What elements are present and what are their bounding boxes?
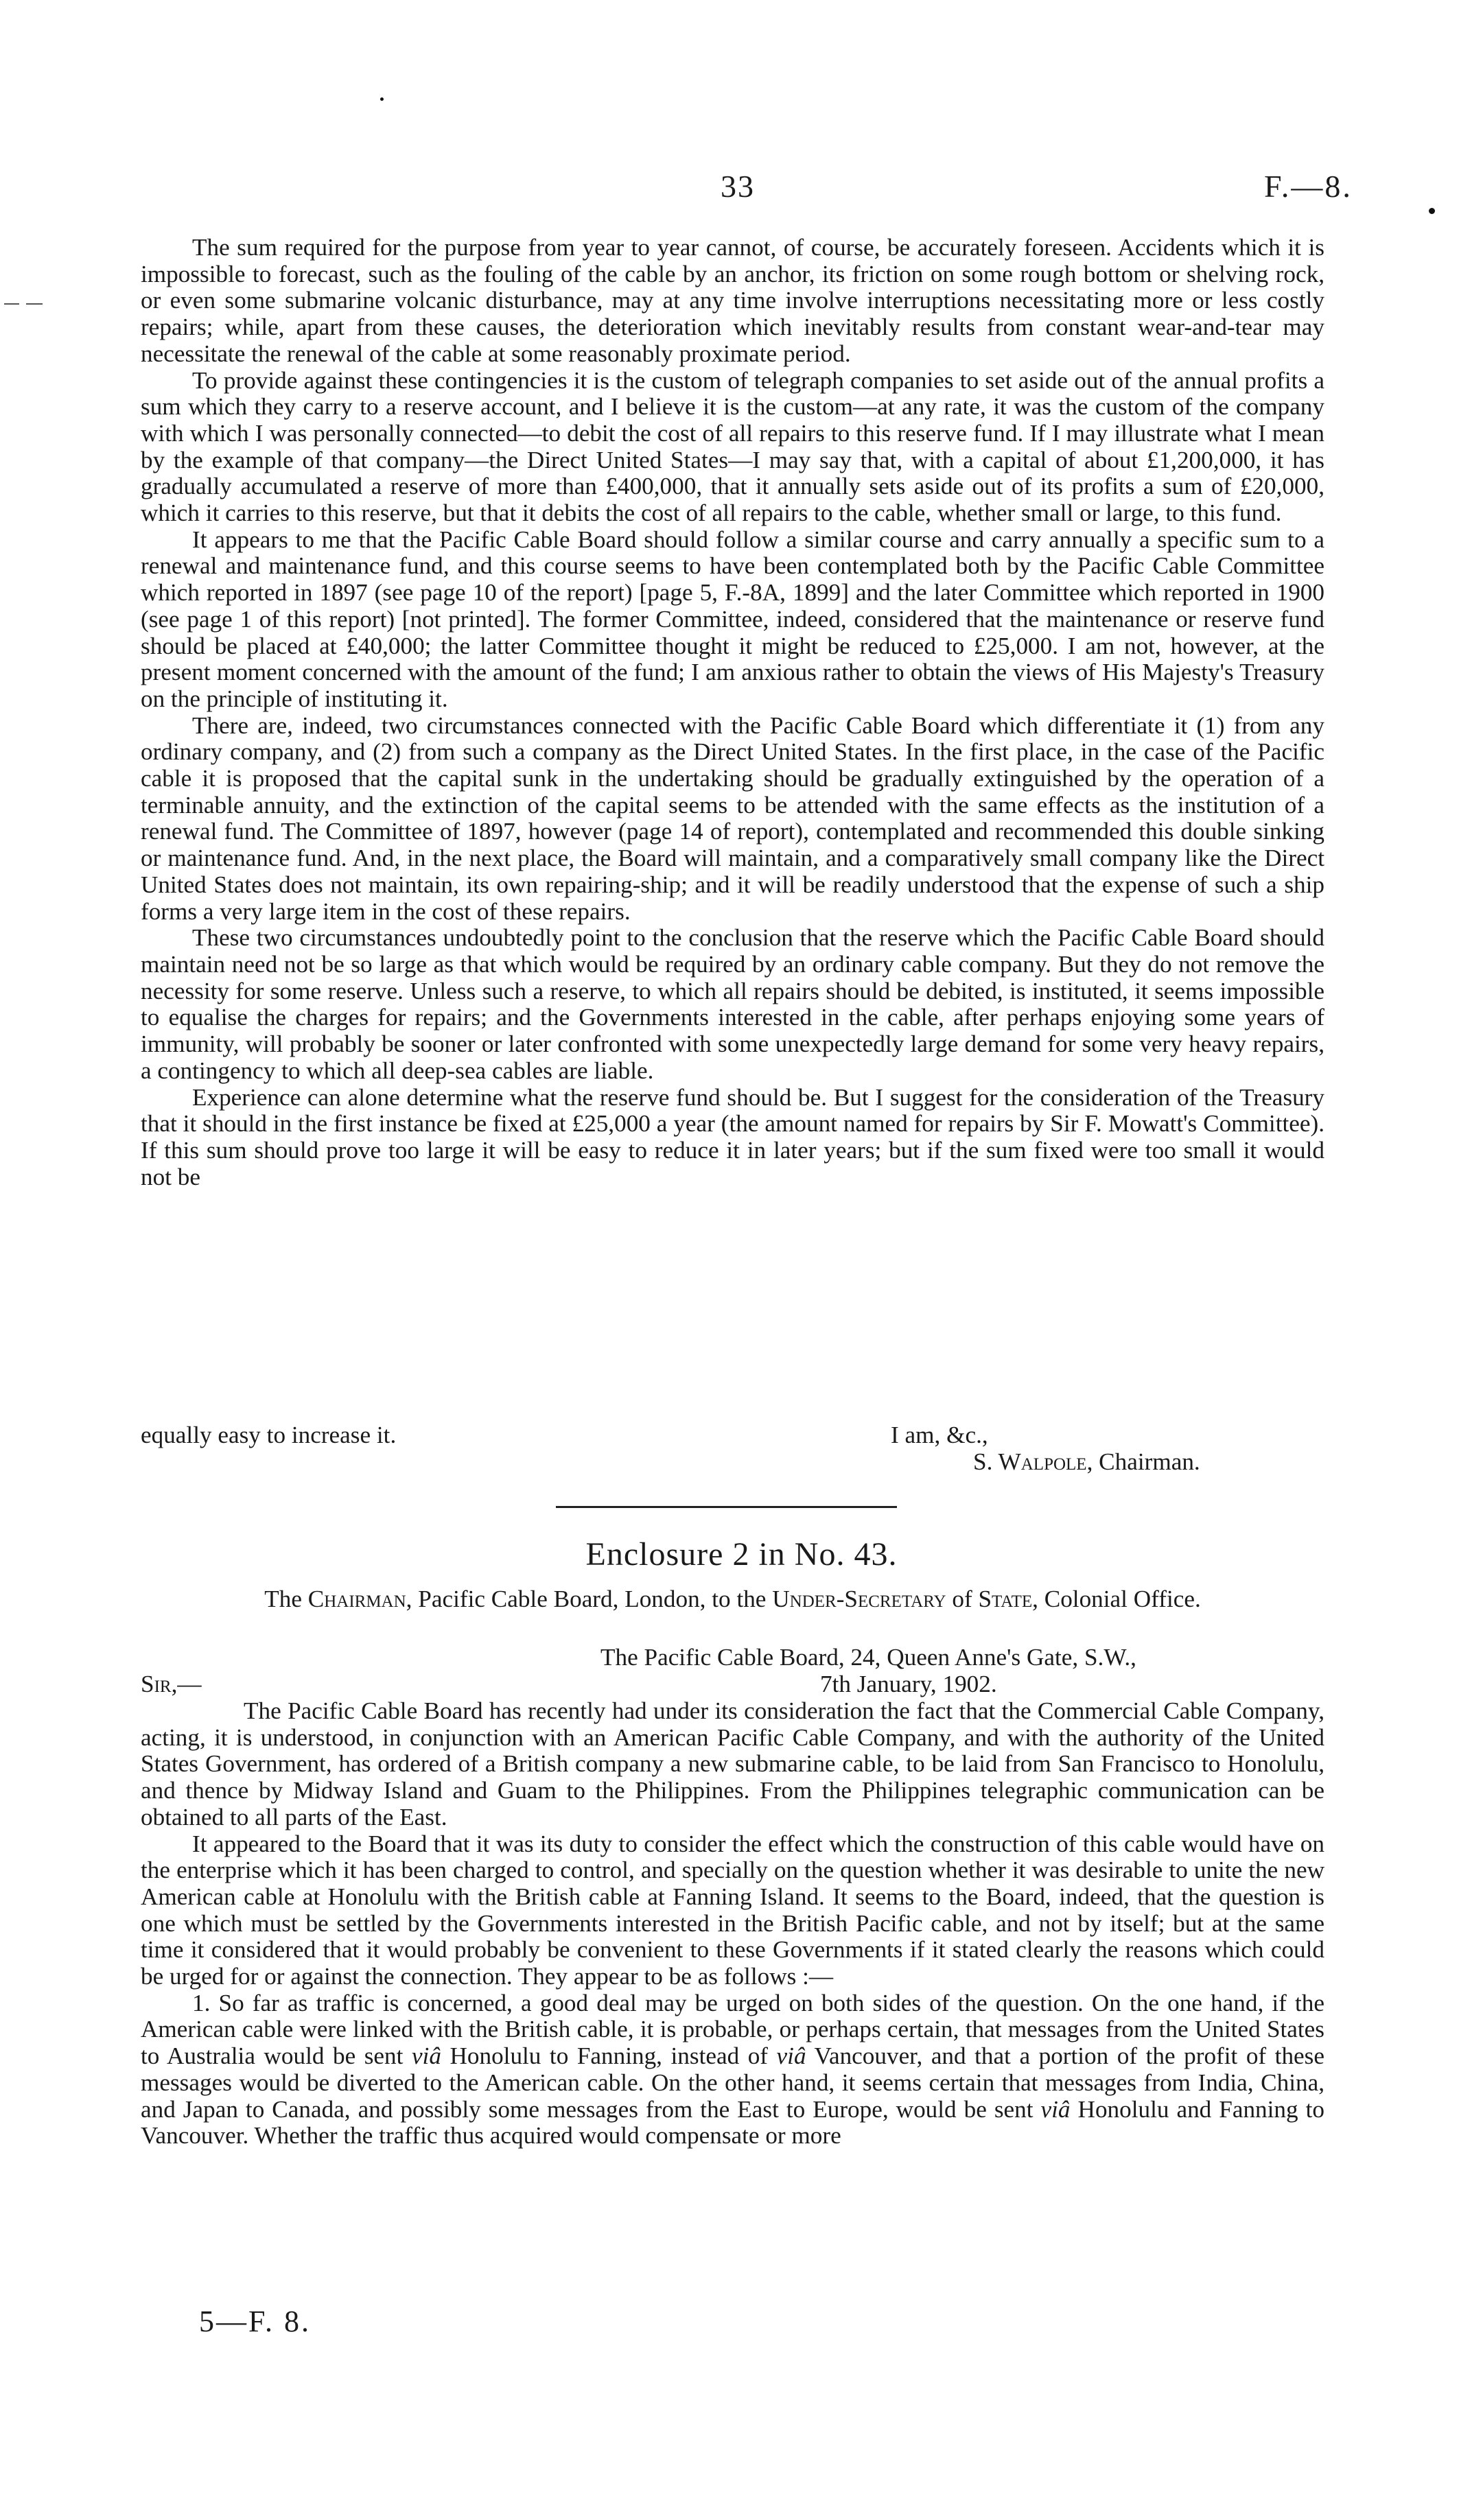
enclosure-heading: Enclosure 2 in No. 43. [585,1536,898,1573]
text-run: Honolulu to Fanning, instead of [441,2042,777,2070]
letter-date: 7th January, 1902. [820,1671,997,1697]
signatory-title: , Chairman. [1086,1448,1200,1475]
printer-signature-mark: 5—F. 8. [199,2305,311,2338]
title-recipient: Under-Secretary [772,1586,946,1612]
paragraph: Experience can alone determine what the reserve fund should be. But I suggest for the consideration of the Treasury that it should in the first instance be fixed at £25,000 a year (the amount named for repairs by Sir F. Mowatt's Committee). If this sum should prove too large it will be easy to reduce it in later years; but if the sum fixed were too small it would not be [141,1083,1324,1190]
closing-text: equally easy to increase it. [141,1422,397,1448]
paragraph: There are, indeed, two circumstances connected with the Pacific Cable Board which differentiate it (1) from any ordinary company, and (2) from such a company as the Direct United States. In the first place, in the case of the Pacific cable it is proposed that the capital sunk in the undertaking should be gradually extinguished by the operation of a terminable annuity, and the extinction of the capital seems to be attended with the same effects as the institution of a renewal fund. The Committee of 1897, however (page 14 of report), contemplated and recommended this double sinking or maintenance fund. And, in the next place, the Board will maintain, and a comparatively small company like the Direct United States does not maintain, its own repairing-ship; and it will be readily understood that the expense of such a ship forms a very large item in the cost of these repairs. [141,711,1324,925]
letter-address-block [141,1645,1324,1699]
main-letter-body [141,235,1324,1190]
page-number: 33 [721,169,755,204]
paragraph: To provide against these contingencies it is the custom of telegraph companies to set aside out of the annual profits a sum which they carry to a reserve account, and I believe it is the custom—at any rate, it was the custom of the company with which I was personally connected—to debit the cost of all repairs to this reserve fund. If I may illustrate what I mean by the example of that company—the Direct United States—I may say that, with a capital of about £1,200,000, it has gradually accumulated a reserve of more than £400,000, that it annually sets aside out of its profits a sum of £20,000, which it carries to this reserve, but that it debits the cost of all repairs to the cable, whether small or large, to this fund. [141,366,1324,527]
title-suffix: , Colonial Office. [1032,1586,1201,1612]
letter-signoff [141,1422,1324,1484]
italic-term: viâ [1040,2095,1071,2123]
document-reference: F.—8. [1264,169,1353,204]
ink-speck [380,97,384,101]
page-header [0,168,1483,216]
numbered-paragraph [141,1990,1324,2150]
italic-term: viâ [411,2042,441,2070]
text-run: Honolulu and Fanning to Vancouver. Whether the traffic thus acquired would compensate or more [141,2095,1324,2150]
salutation: Sir,— [141,1671,202,1697]
italic-term: viâ [776,2042,806,2070]
paragraph: These two circumstances undoubtedly point to the conclusion that the reserve which the Pacific Cable Board should maintain need not be so large as that which would be required by an ordinary cable company. But they do not remove the necessity for some reserve. Unless such a reserve, to which all repairs should be debited, is instituted, it seems impossible to equalise the charges for repairs; and the Governments interested in the cable, after perhaps enjoying some years of immunity, will probably be sooner or later confronted with some unexpectedly large demand for some very heavy repairs, a contingency to which all deep-sea cables are liable. [141,924,1324,1084]
section-divider [556,1506,897,1508]
paragraph: The sum required for the purpose from year to year cannot, of course, be accurately foreseen. Accidents which it is impossible to forecast, such as the fouling of the cable by an anchor, its friction on some rough bottom or shelving rock, or even some submarine volcanic disturbance, may at any time involve interruptions necessitating more or less costly repairs; while, apart from these causes, the deterioration which inevitably results from constant wear-and-tear may necessitate the renewal of the cable at some reasonably proximate period. [141,234,1324,367]
sender-address: The Pacific Cable Board, 24, Queen Anne's Gate, S.W., [600,1644,1136,1671]
letter-title [141,1586,1324,1613]
valediction: I am, &c., [891,1422,988,1448]
paragraph: It appeared to the Board that it was its duty to consider the effect which the construction of this cable would have on the enterprise which it has been charged to control, and specially on the question whether it was desirable to unite the new American cable at Honolulu with the British cable at Fanning Island. It seems to the Board, indeed, that the question is one which must be settled by the Governments interested in the British Pacific cable, and not by itself; but at the same time it considered that it would probably be convenient to these Governments if it stated clearly the reasons which could be urged for or against the connection. They appear to be as follows :— [141,1830,1324,1990]
enclosure-letter-body [141,1698,1324,2150]
signatory-name: S. Walpole [973,1448,1087,1475]
signature-block [973,1449,1200,1476]
paragraph: The Pacific Cable Board has recently had under its consideration the fact that the Commercial Cable Company, acting, it is understood, in conjunction with an American Pacific Cable Company, and with the authority of the United States Government, has ordered of a British company a new submarine cable, to be laid from San Francisco to Honolulu, and thence by Midway Island and Guam to the Philippines. From the Philippines telegraphic communication can be obtained to all parts of the East. [141,1697,1324,1830]
title-state: State [978,1586,1033,1612]
paragraph: It appears to me that the Pacific Cable Board should follow a similar course and carry annually a specific sum to a renewal and maintenance fund, and this course seems to have been contemplated both by the Pacific Cable Committee which reported in 1897 (see page 10 of the report) [page 5, F.-8A, 1899] and the later Committee which reported in 1900 (see page 1 of this report) [not printed]. The former Committee, indeed, considered that the maintenance or reserve fund should be placed at £40,000; the latter Committee thought it might be reduced to £25,000. I am not, however, at the present moment concerned with the amount of the fund; I am anxious rather to obtain the views of His Majesty's Treasury on the principle of instituting it. [141,526,1324,712]
margin-pen-mark [4,301,44,307]
text-run: Vancouver, and that a portion of the profit of these messages would be diverted to the American cable. On the other hand, it seems certain that messages from India, China, and Japan to Canada, and possibly some messages from the East to Europe, would be sent [141,2042,1324,2123]
title-of: of [946,1586,979,1612]
title-sender: Chairman [307,1586,406,1612]
title-prefix: The [264,1586,308,1612]
text-run: 1. So far as traffic is concerned, a good deal may be urged on both sides of the question. On the one hand, if the American cable were linked with the British cable, it is probable, or perhaps certain, that messages from the United States to Australia would be sent [141,1989,1324,2070]
title-middle: , Pacific Cable Board, London, to the [406,1586,773,1612]
